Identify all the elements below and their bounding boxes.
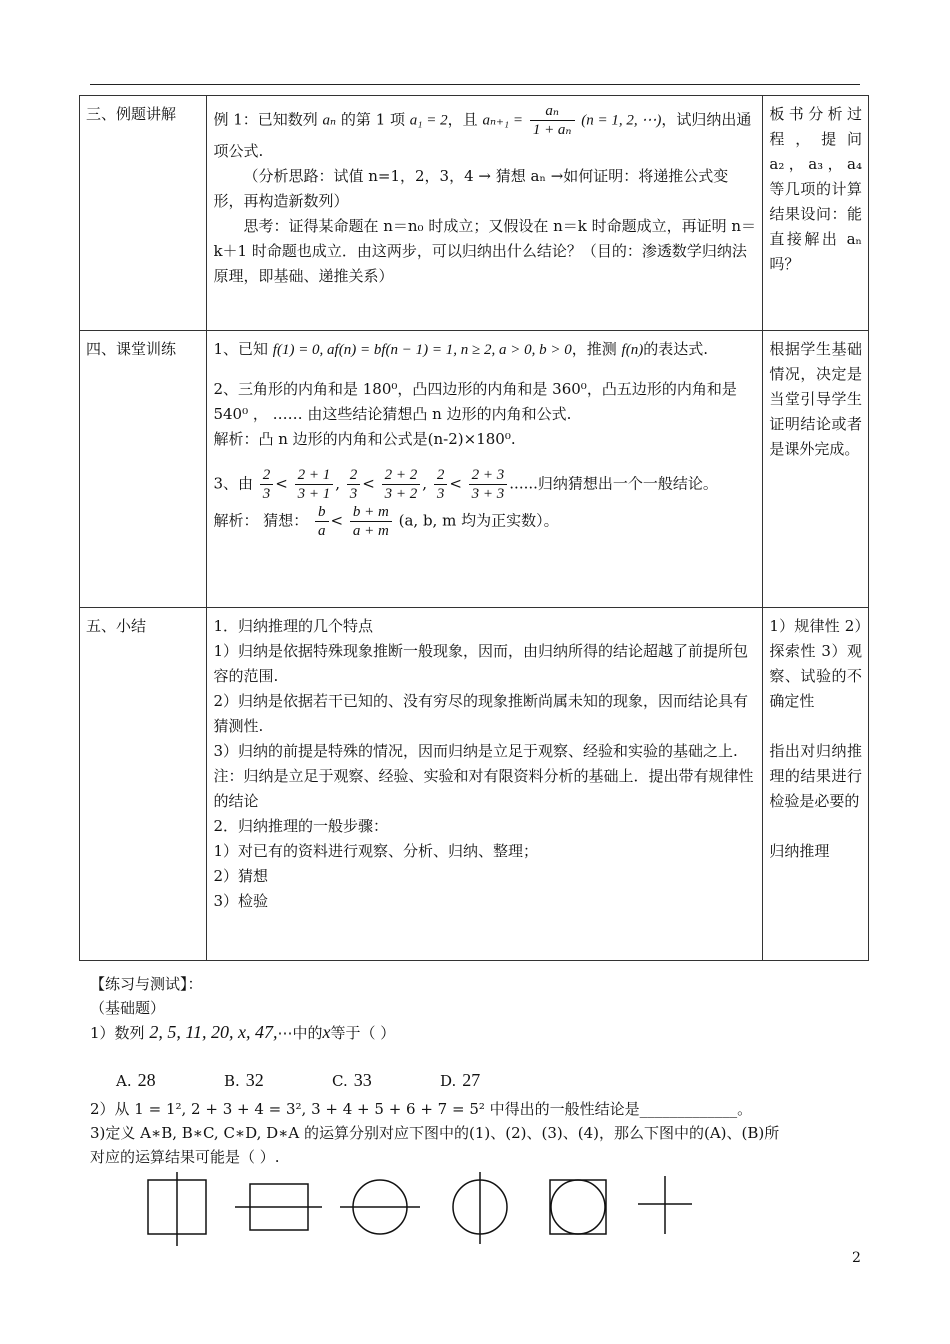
table-row	[80, 96, 869, 331]
exercise-q2: 2）从 1 = 1², 2 + 3 + 4 = 3², 3 + 4 + 5 + 6 + 7 = 5² 中得出的一般性结论是_____________。	[90, 1100, 753, 1118]
teaching-note: 板书分析过程，提问 a₂，a₃，a₄ 等几项的计算结果设问：能直接解出 aₙ 吗？	[763, 96, 869, 331]
summary-line: 2）归纳是依据若干已知的、没有穷尽的现象推断尚属未知的现象，因而结论具有猜测性.	[213, 692, 749, 735]
exercise-q3-line2: 对应的运算结果可能是（ ）.	[90, 1148, 280, 1166]
choice-b: B. 32	[224, 1070, 264, 1090]
summary-cell	[207, 608, 763, 961]
thinking-text: 思考：证得某命题在 n＝n₀ 时成立；又假设在 n＝k 时命题成立，再证明 n＝k＋1 时命题也成立．由这两步，可以归纳出什么结论？（目的：渗透数学归纳法原理，即基础、递推关系）	[213, 217, 757, 285]
choice-a: A. 28	[116, 1070, 156, 1090]
figure-circle-vertical-line	[453, 1172, 507, 1244]
q1-choices	[116, 1070, 616, 1091]
exercise-more	[90, 1097, 870, 1169]
operation-figures	[140, 1172, 700, 1250]
summary-line: 1）归纳是依据特殊现象推断一般现象，因而，由归纳所得的结论超越了前提所包容的范围.	[213, 642, 749, 685]
choice-d: D. 27	[440, 1070, 481, 1090]
answer-2: 解析：凸 n 边形的内角和公式是(n-2)×180⁰.	[213, 430, 516, 448]
question-1: 1、已知 f(1) = 0, af(n) = bf(n − 1) = 1, n ≥ 2, a > 0, b > 0，推测 f(n)的表达式.	[213, 340, 708, 358]
header-rule	[90, 84, 860, 85]
figure-rectangle-horizontal-line	[235, 1184, 322, 1230]
section-heading: 五、小结	[80, 608, 207, 961]
teaching-note: 根据学生基础情况，决定是当堂引导学生证明结论或者是课外完成。	[763, 331, 869, 608]
question-3: 3、由 $\frac{2}{3}$ < $\frac{2 + 1}{3 + 1}$ , $\frac{2}{3}$ < $\frac{2 + 2}{3 + 2}$ , $\frac{2}{3}$ < $\frac{2 + 3}{3 + 3}$ ......归纳猜想出一个一般结论。	[213, 467, 718, 502]
lesson-table	[79, 95, 869, 961]
exercise-q3-line1: 3)定义 A∗B, B∗C, C∗D, D∗A 的运算分别对应下图中的(1)、(2)、(3)、(4)，那么下图中的(A)、(B)所	[90, 1124, 780, 1142]
exercise-title: 【练习与测试】：	[90, 975, 203, 993]
page-number: 2	[852, 1250, 861, 1266]
training-cell	[207, 331, 763, 608]
exercise-section	[90, 972, 870, 1045]
summary-line: 1．归纳推理的几个特点	[213, 617, 373, 635]
figure-square-circle	[550, 1180, 606, 1234]
summary-line: 2）猜想	[213, 867, 268, 885]
summary-line: 1）对已有的资料进行观察、分析、归纳、整理；	[213, 842, 538, 860]
recurrence-fraction: $\frac{\text{aₙ}}{\text{1 + aₙ}}$	[530, 102, 575, 139]
summary-line: 3）归纳的前提是特殊的情况，因而归纳是立足于观察、经验和实验的基础之上.	[213, 742, 738, 760]
section-heading: 三、例题讲解	[80, 96, 207, 331]
summary-line: 2．归纳推理的一般步骤：	[213, 817, 388, 835]
question-2: 2、三角形的内角和是 180⁰，凸四边形的内角和是 360⁰，凸五边形的内角和是 540⁰ ， …… 由这些结论猜想凸 n 边形的内角和公式.	[213, 380, 737, 423]
figure-circle-horizontal-line	[340, 1180, 420, 1234]
choice-c: C. 33	[332, 1070, 372, 1090]
exercise-subtitle: （基础题）	[90, 999, 166, 1017]
table-row	[80, 608, 869, 961]
analysis-text: （分析思路：试值 n=1，2，3，4 → 猜想 aₙ →如何证明：将递推公式变形，再构造新数列）	[213, 167, 729, 210]
exercise-q1: 1）数列 2, 5, 11, 20, x, 47,⋯中的x等于（ ）	[90, 1022, 396, 1042]
teaching-note: 1）规律性 2）探索性 3）观察、试验的不确定性 指出对归纳推理的结果进行检验是必要的 归纳推理	[763, 608, 869, 961]
answer-3: 解析： 猜想： $\frac{b}{a}$ < $\frac{b + m}{a + m}$ (a, b, m 均为正实数）。	[213, 504, 559, 539]
figure-cross	[638, 1176, 692, 1234]
example-cell	[207, 96, 763, 331]
section-heading: 四、课堂训练	[80, 331, 207, 608]
table-row	[80, 331, 869, 608]
summary-line: 3）检验	[213, 892, 268, 910]
example-statement: 例 1：已知数列 aₙ 的第 1 项 a₁ = 2，且 aₙ₊₁ = $\frac{\text{aₙ}}{\text{1 + aₙ}}$ (n = 1, 2, ⋯)，试归纳出通项公式.	[213, 103, 752, 160]
summary-line: 注：归纳是立足于观察、经验、实验和对有限资料分析的基础上．提出带有规律性的结论	[213, 767, 754, 810]
figure-square-vertical-line	[148, 1172, 206, 1246]
